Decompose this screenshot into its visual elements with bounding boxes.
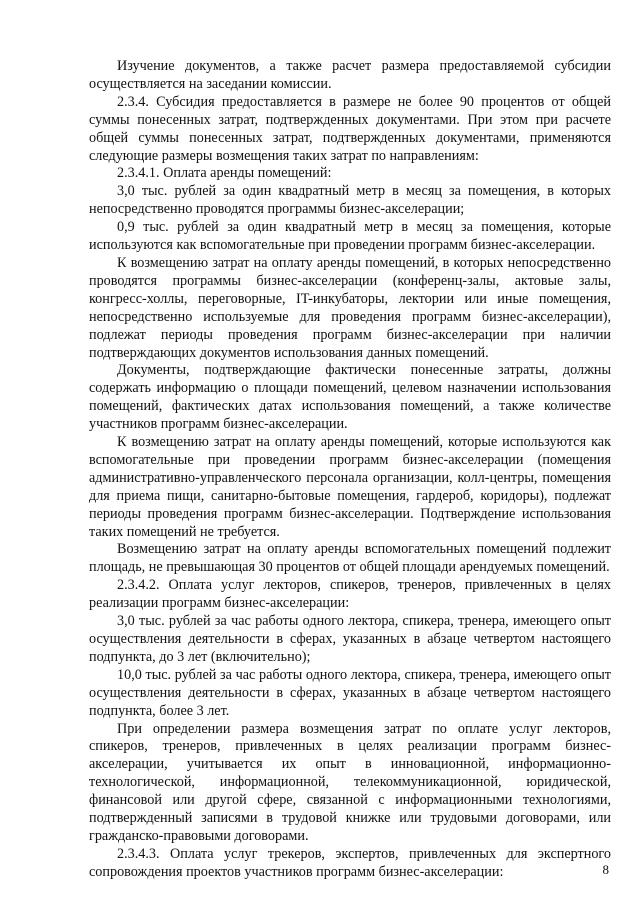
- paragraph-5: 0,9 тыс. рублей за один квадратный метр в месяц за помещения, которые используются как вспомогательные при проведении программ бизнес-акселерации.: [89, 219, 611, 254]
- paragraph-3: 2.3.4.1. Оплата аренды помещений:: [117, 165, 332, 182]
- paragraph-12: 10,0 тыс. рублей за час работы одного лектора, спикера, тренера, имеющего опыт осуществления деятельности в сферах, указанных в абзаце четвертом настоящего подпункта, более 3 лет.: [89, 666, 611, 719]
- paragraph-6: К возмещению затрат на оплату аренды помещений, в которых непосредственно проводятся программы бизнес-акселерации (конференц-залы, актовые залы, конгресс-холлы, переговорные, IT-инкубаторы, лектории или иные помещения, непосредственно используемые для проведения программ бизнес-акселерации), подлежат периоды проведения программ бизнес-акселерации при наличии подтверждающих документов использования данных помещений.: [89, 254, 611, 361]
- paragraph-11: 3,0 тыс. рублей за час работы одного лектора, спикера, тренера, имеющего опыт осуществления деятельности в сферах, указанных в абзаце четвертом настоящего подпункта, до 3 лет (включительно);: [89, 613, 611, 665]
- paragraph-2: 2.3.4. Субсидия предоставляется в размере не более 90 процентов от общей суммы понесенных затрат, подтвержденных документами. При этом при расчете общей суммы понесенных затрат, подтвержденных документами, применяются следующие размеры возмещения таких затрат по направлениям:: [89, 93, 611, 164]
- paragraph-9: Возмещению затрат на оплату аренды вспомогательных помещений подлежит площадь, не превышающая 30 процентов от общей площади арендуемых помещений.: [89, 541, 611, 576]
- document-body: [89, 58, 611, 882]
- paragraph-4: 3,0 тыс. рублей за один квадратный метр в месяц за помещения, в которых непосредственно проводятся программы бизнес-акселерации;: [89, 183, 611, 218]
- paragraph-7: Документы, подтверждающие фактически понесенные затраты, должны содержать информацию о площади помещений, целевом назначении использования помещений, фактических датах использования помещений, а также количестве участников программ бизнес-акселерации.: [89, 362, 611, 433]
- paragraph-14: 2.3.4.3. Оплата услуг трекеров, экспертов, привлеченных для экспертного сопровождения проектов участников программ бизнес-акселерации:: [89, 845, 611, 880]
- paragraph-8: К возмещению затрат на оплату аренды помещений, которые используются как вспомогательные при проведении программ бизнес-акселерации (помещения административно-управленческого персонала организации, колл-центры, помещения для приема пищи, санитарно-бытовые помещения, гардероб, коридоры), подлежат периоды проведения программ бизнес-акселерации. Подтверждение использования таких помещений не требуется.: [89, 434, 611, 540]
- page-number: 8: [602, 862, 609, 877]
- paragraph-13: При определении размера возмещения затрат по оплате услуг лекторов, спикеров, тренеров, привлеченных в целях реализации программ бизнес-акселерации, учитывается их опыт в инновационной, информационно-технологической, информационной, телекоммуникационной, юридической, финансовой или другой сфере, связанной с информационными технологиями, подтвержденный записями в трудовой книжке или трудовыми договорами, или гражданско-правовыми договорами.: [89, 720, 611, 844]
- paragraph-1: Изучение документов, а также расчет размера предоставляемой субсидии осуществляется на заседании комиссии.: [89, 58, 611, 92]
- paragraph-10: 2.3.4.2. Оплата услуг лекторов, спикеров, тренеров, привлеченных в целях реализации программ бизнес-акселерации:: [89, 577, 611, 612]
